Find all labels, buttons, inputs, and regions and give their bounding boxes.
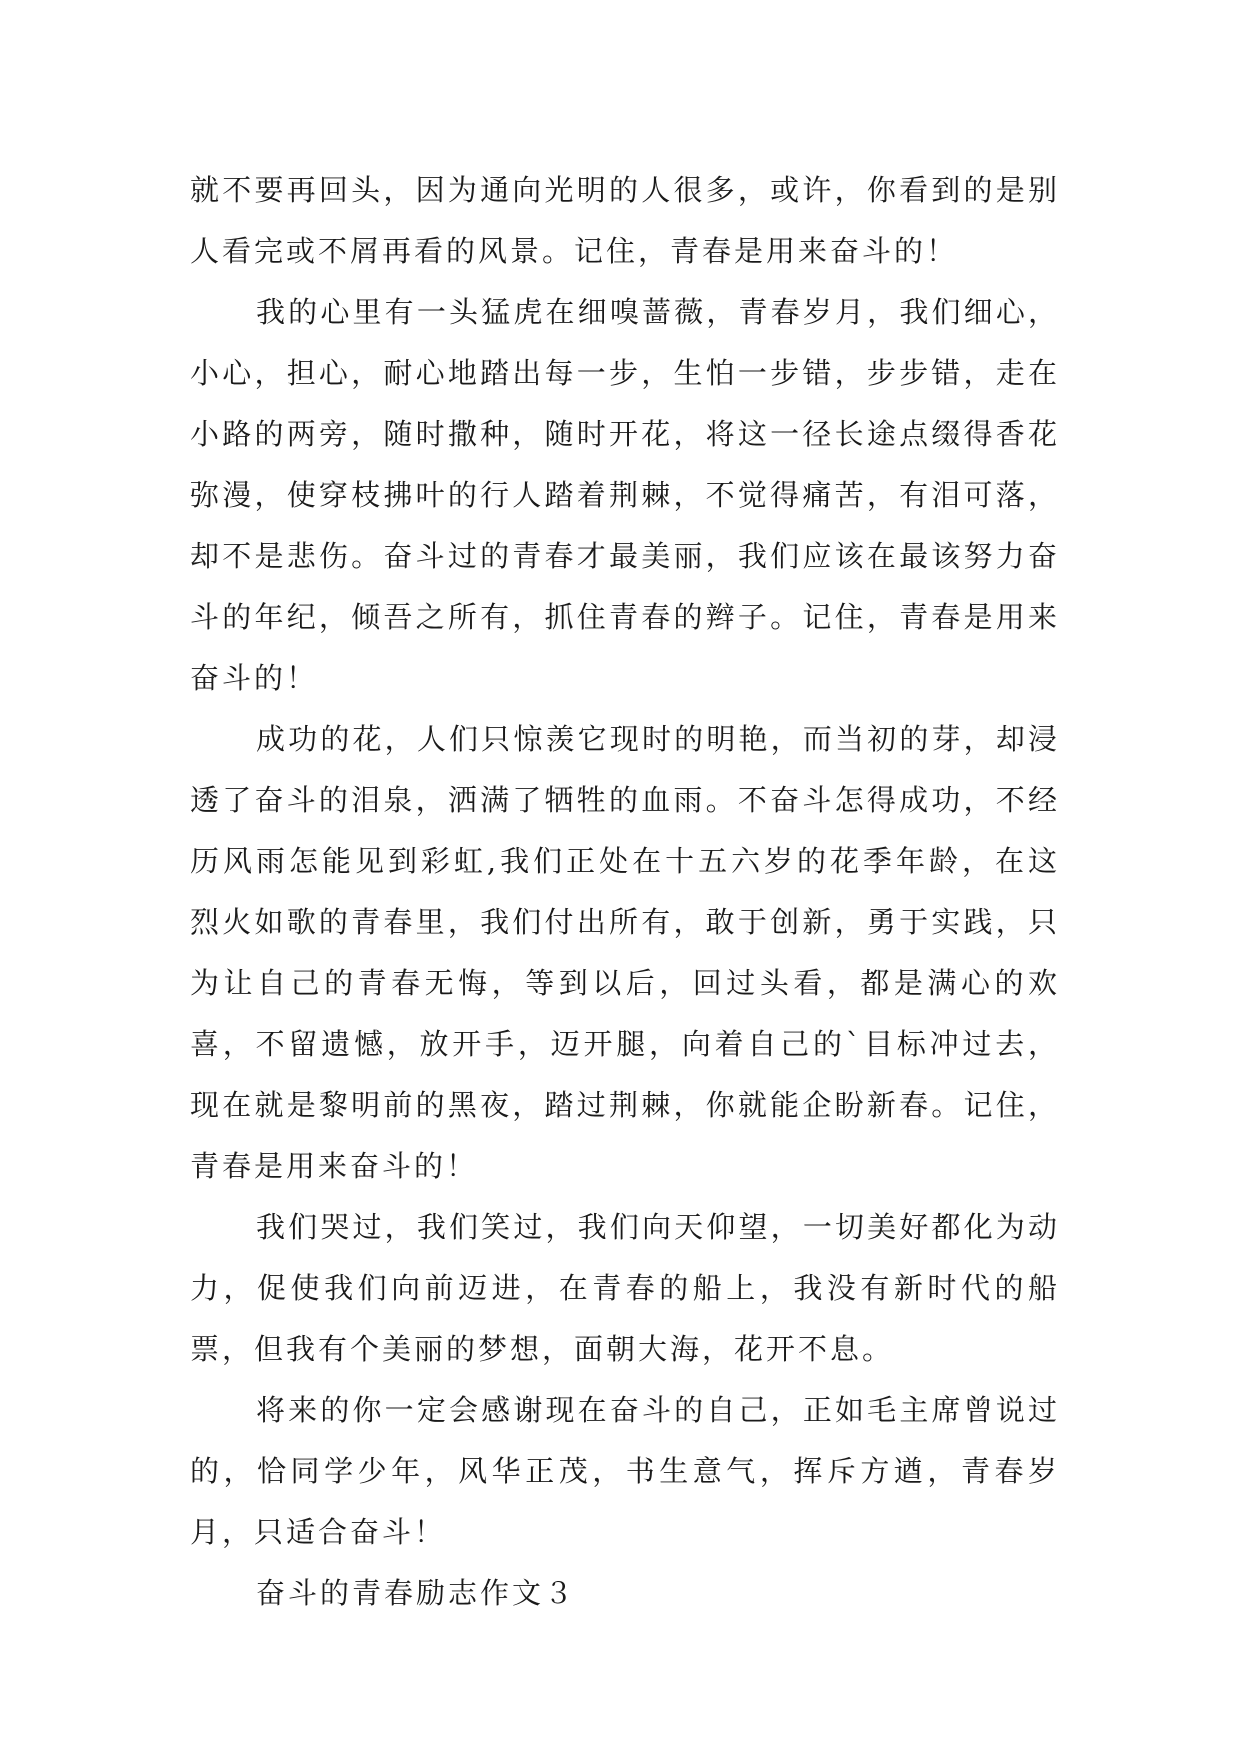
paragraph: 成功的花，人们只惊羡它现时的明艳，而当初的芽，却浸透了奋斗的泪泉，洒满了牺牲的血雨。不奋斗怎得成功，不经历风雨怎能见到彩虹,我们正处在十五六岁的花季年龄，在这烈火如歌的青春里，我们付出所有，敢于创新，勇于实践，只为让自己的青春无悔，等到以后，回过头看，都是满心的欢喜，不留遗憾，放开手，迈开腿，向着自己的`目标冲过去，现在就是黎明前的黑夜，踏过荆棘，你就能企盼新春。记住，青春是用来奋斗的！	[190, 722, 1060, 1183]
paragraph: 就不要再回头，因为通向光明的人很多，或许，你看到的是别人看完或不屑再看的风景。记住，青春是用来奋斗的！	[190, 173, 1060, 268]
paragraph: 将来的你一定会感谢现在奋斗的自己，正如毛主席曾说过的，恰同学少年，风华正茂，书生意气，挥斥方遒，青春岁月，只适合奋斗！	[190, 1393, 1060, 1549]
paragraph: 我们哭过，我们笑过，我们向天仰望，一切美好都化为动力，促使我们向前迈进，在青春的船上，我没有新时代的船票，但我有个美丽的梦想，面朝大海，花开不息。	[190, 1210, 1060, 1366]
document-body	[190, 160, 1060, 1624]
section-heading: 奋斗的青春励志作文３	[256, 1576, 577, 1610]
paragraph: 我的心里有一头猛虎在细嗅蔷薇，青春岁月，我们细心，小心，担心，耐心地踏出每一步，生怕一步错，步步错，走在小路的两旁，随时撒种，随时开花，将这一径长途点缀得香花弥漫，使穿枝拂叶的行人踏着荆棘，不觉得痛苦，有泪可落，却不是悲伤。奋斗过的青春才最美丽，我们应该在最该努力奋斗的年纪，倾吾之所有，抓住青春的辫子。记住，青春是用来奋斗的！	[190, 295, 1060, 695]
